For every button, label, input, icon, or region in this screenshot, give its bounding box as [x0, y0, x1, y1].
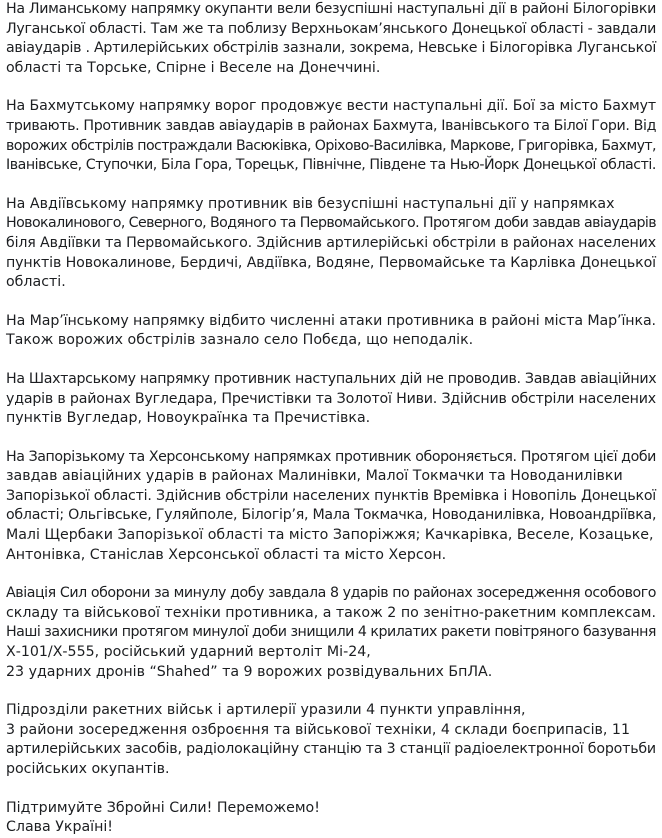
text-line: На Запорізькому та Херсонському напрямках противник обороняється. Протягом цієї доби: [6, 448, 656, 465]
text-line: На Лиманському напрямку окупанти вели безуспішні наступальні дії в районі Білогорівки: [6, 1, 657, 17]
text-line: завдав авіаційних ударів в районах Малинівки, Малої Токмачки та Новоданилівки: [6, 468, 623, 485]
text-line: пунктів Новокалинове, Бердичі, Авдіївка, Водяне, Первомайське та Карлівка Донецької: [6, 254, 656, 271]
text-line: російських окупантів.: [6, 761, 170, 777]
paragraph-artillery: [6, 701, 656, 779]
text-line: ударів в районах Вугледара, Пречистівки та Золотої Ниви. Здійснив обстріли населених: [6, 390, 657, 407]
text-line: Наші захисники протягом минулої доби знищили 4 крилатих ракети повітряного базування: [6, 624, 656, 641]
text-line: Також ворожих обстрілів зазнало село Побєда, що неподалік.: [6, 332, 474, 349]
text-line: Луганської області. Там же та поблизу Верхньокам’янського Донецької області - завдали: [6, 20, 656, 37]
text-line: області; Ольгівське, Гуляйполе, Білогір’я, Мала Токмачка, Новоданилівка, Новоандріївка,: [6, 507, 657, 524]
paragraph-lyman: [6, 0, 656, 78]
text-line: На Авдіївському напрямку противник вів безуспішні наступальні дії у напрямках: [6, 195, 615, 212]
text-line: Авіація Сил оборони за минулу добу завдала 8 ударів по районах зосередження особового: [6, 585, 656, 602]
paragraph-closing: [6, 799, 656, 838]
text-line: Слава Україні!: [6, 819, 113, 836]
text-line: області та Торське, Спірне і Веселе на Донеччині.: [6, 59, 381, 76]
text-line: Підрозділи ракетних військ і артилерії уразили 4 пункти управління,: [6, 702, 526, 719]
text-line: На Шахтарському напрямку противник наступальних дій не проводив. Завдав авіаційних: [6, 370, 657, 387]
paragraph-aviation: [6, 584, 656, 682]
text-line: біля Авдіївки та Первомайського. Здійснив артилерійські обстріли в районах населених: [6, 234, 656, 251]
text-line: Іванівське, Ступочки, Біла Гора, Торецьк, Північне, Південе та Нью-Йорк Донецької області.: [6, 157, 656, 174]
paragraph-marinka: [6, 312, 656, 351]
text-line: Новокалинового, Северного, Водяного та Первомайського. Протягом доби завдав авіаударів: [6, 215, 656, 232]
paragraph-bakhmut: [6, 97, 656, 175]
text-line: пунктів Вугледар, Новоукраїнка та Пречистівка.: [6, 410, 371, 427]
text-line: На Мар’їнському напрямку відбито численні атаки противника в районі міста Мар’їнка.: [6, 312, 656, 329]
text-line: авіаударів . Артилерійських обстрілів зазнали, зокрема, Невське і Білогорівка Луганської: [6, 40, 657, 57]
text-line: складу та військової техніки противника, а також 2 по зенітно-ракетним комплексам.: [6, 604, 656, 621]
paragraph-shakhtarsk: [6, 370, 656, 429]
text-line: Запорізької області. Здійснив обстріли населених пунктів Времівка і Новопіль Донецької: [6, 487, 657, 504]
text-line: Підтримуйте Збройні Сили! Переможемо!: [6, 799, 320, 816]
text-line: На Бахмутському напрямку ворог продовжує вести наступальні дії. Бої за місто Бахмут: [6, 98, 657, 115]
text-line: ворожих обстрілів постраждали Васюківка, Оріхово-Василівка, Маркове, Григорівка, Бахмут,: [6, 137, 656, 154]
text-line: 23 ударних дронів “Shahed” та 9 ворожих розвідувальних БпЛА.: [6, 663, 493, 680]
text-line: Х-101/Х-555, російський ударний вертоліт Мі-24,: [6, 644, 371, 661]
text-line: області.: [6, 274, 66, 291]
text-line: Антонівка, Станіслав Херсонської області та місто Херсон.: [6, 546, 447, 563]
text-line: 3 райони зосередження озброєння та військової техніки, 4 склади боєприпасів, 11: [6, 721, 630, 738]
text-line: Малі Щербаки Запорізької області та місто Запоріжжя; Качкарівка, Веселе, Козацьке,: [6, 527, 654, 544]
text-line: артилерійських засобів, радіолокаційну станцію та 3 станції радіоелектронної боротьби: [6, 741, 656, 758]
text-line: тривають. Противник завдав авіаударів в районах Бахмута, Іванівського та Білої Гори. Від: [6, 117, 656, 134]
paragraph-avdiivka: [6, 195, 656, 293]
paragraph-zaporizhzhia-kherson: [6, 448, 656, 566]
